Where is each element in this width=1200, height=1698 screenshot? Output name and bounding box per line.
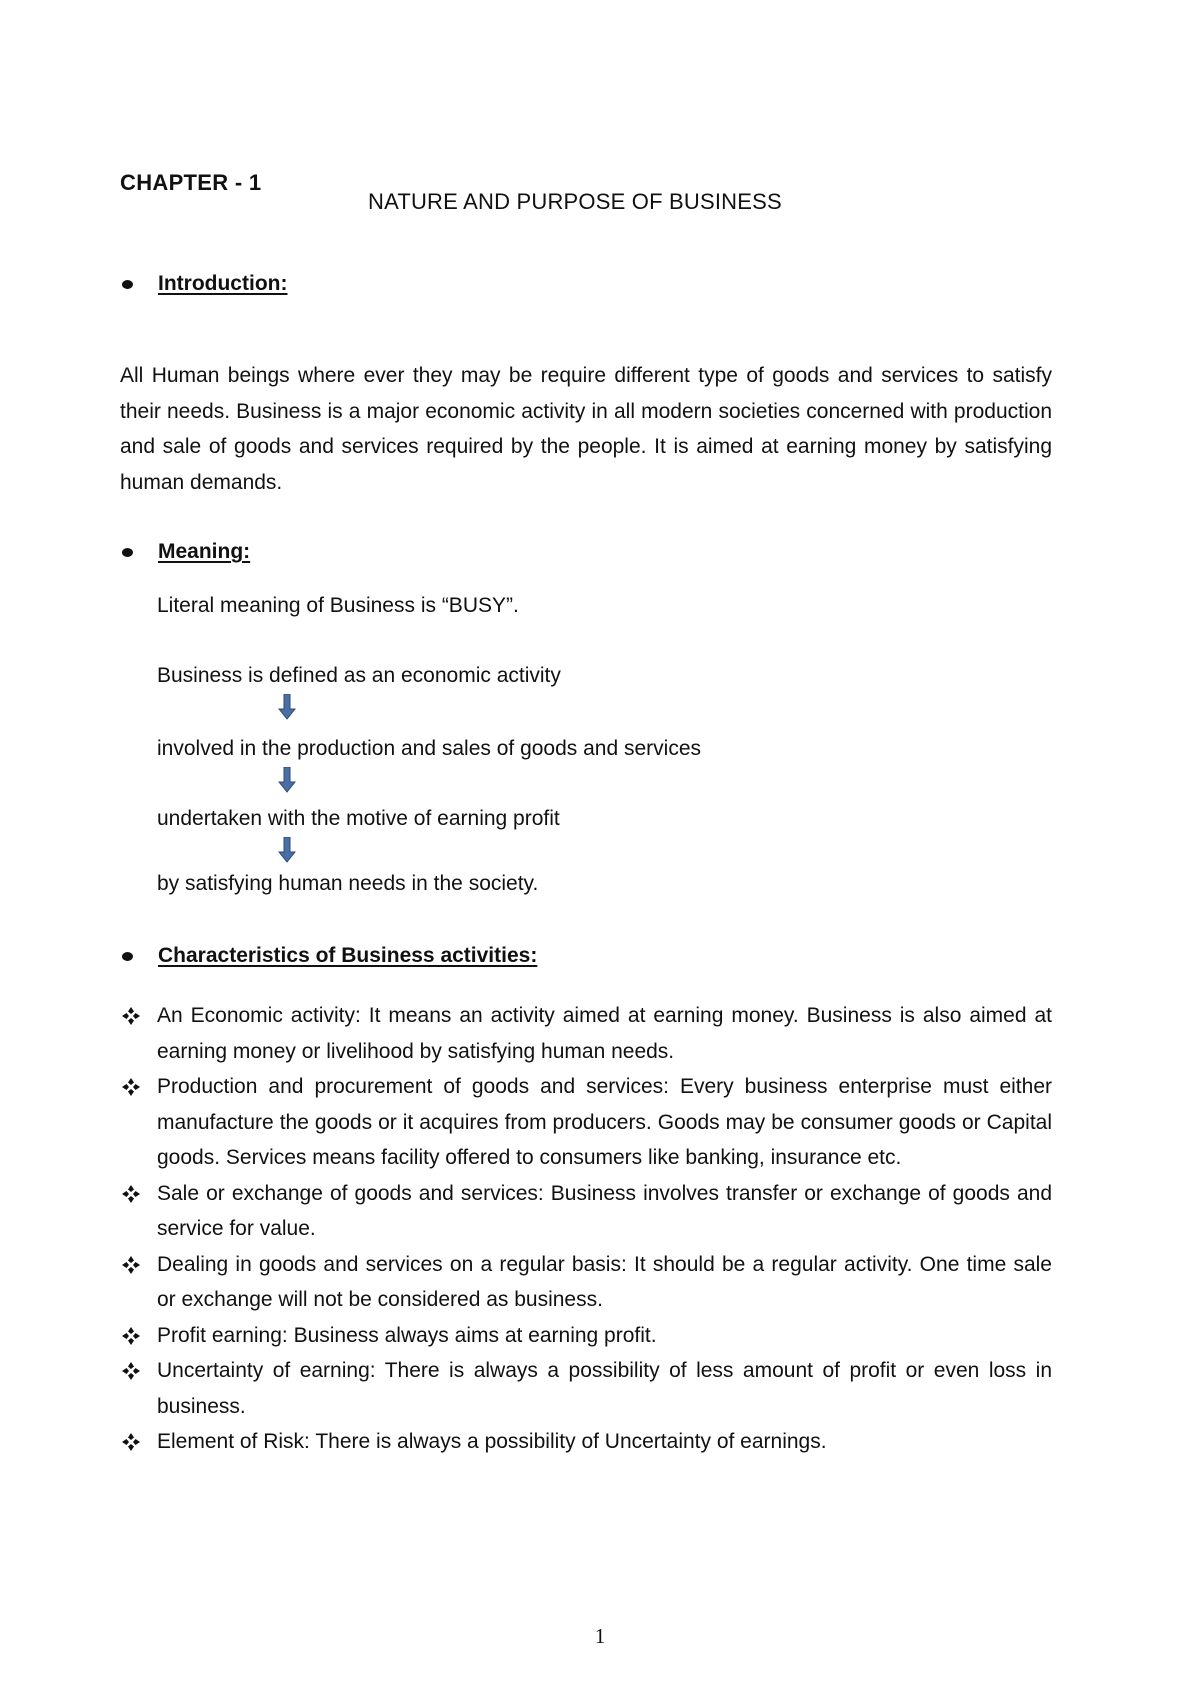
list-item: [120, 1247, 1052, 1318]
bullet-dot-icon: [122, 280, 133, 289]
list-item-text: Element of Risk: There is always a possibility of Uncertainty of earnings.: [157, 1430, 827, 1453]
bullet-dot-icon: [122, 548, 133, 557]
list-item: [120, 1424, 1052, 1460]
list-item: [120, 1353, 1052, 1424]
four-diamond-icon: [122, 1362, 140, 1380]
meaning-heading: [120, 540, 250, 564]
list-item-text: Uncertainty of earning: There is always a possibility of less amount of profit or even loss in business.: [157, 1359, 1052, 1418]
meaning-heading-text: Meaning:: [158, 540, 251, 563]
down-arrow-icon: [278, 837, 296, 863]
page-title: NATURE AND PURPOSE OF BUSINESS: [368, 189, 782, 214]
four-diamond-icon: [122, 1327, 140, 1345]
introduction-heading-text: Introduction:: [158, 272, 288, 295]
four-diamond-icon: [122, 1433, 140, 1451]
four-diamond-icon: [122, 1185, 140, 1203]
literal-meaning: Literal meaning of Business is “BUSY”.: [157, 594, 519, 617]
list-item: [120, 1176, 1052, 1247]
list-item-text: Production and procurement of goods and services: Every business enterprise must either manufacture the goods or it acquires from producers. Goods may be consumer goods or Capital goods. Services means facility offered to consumers like banking, insurance etc.: [157, 1075, 1052, 1169]
four-diamond-icon: [122, 1078, 140, 1096]
down-arrow-icon: [278, 767, 296, 793]
four-diamond-icon: [122, 1256, 140, 1274]
characteristics-heading: [120, 944, 537, 968]
bullet-dot-icon: [122, 952, 133, 961]
down-arrow-icon: [278, 694, 296, 720]
introduction-paragraph: All Human beings where ever they may be require different type of goods and services to satisfy their needs. Business is a major economic activity in all modern societies concerned with production and sale of goods and services required by the people. It is aimed at earning money by satisfying human demands.: [120, 364, 1052, 494]
definition-step: involved in the production and sales of goods and services: [157, 737, 702, 760]
list-item-text: Sale or exchange of goods and services: Business involves transfer or exchange of goods and service for value.: [157, 1181, 1052, 1240]
four-diamond-icon: [122, 1007, 140, 1025]
introduction-heading: [120, 272, 287, 296]
list-item-text: An Economic activity: It means an activity aimed at earning money. Business is also aimed at earning money or livelihood by satisfying human needs.: [157, 1004, 1052, 1063]
list-item-text: Profit earning: Business always aims at earning profit.: [157, 1323, 657, 1347]
page-number: 1: [594, 1624, 606, 1648]
list-item-text: Dealing in goods and services on a regular basis: It should be a regular activity. One time sale or exchange will not be considered as business.: [157, 1252, 1052, 1311]
list-item: [120, 998, 1052, 1069]
definition-step: Business is defined as an economic activity: [157, 664, 561, 687]
characteristics-heading-text: Characteristics of Business activities:: [158, 944, 538, 967]
list-item: [120, 1318, 1052, 1354]
definition-step: by satisfying human needs in the society.: [157, 872, 539, 895]
characteristics-list: [120, 998, 1052, 1460]
list-item: [120, 1069, 1052, 1176]
chapter-label: CHAPTER - 1: [120, 170, 262, 195]
definition-step: undertaken with the motive of earning profit: [157, 807, 560, 830]
